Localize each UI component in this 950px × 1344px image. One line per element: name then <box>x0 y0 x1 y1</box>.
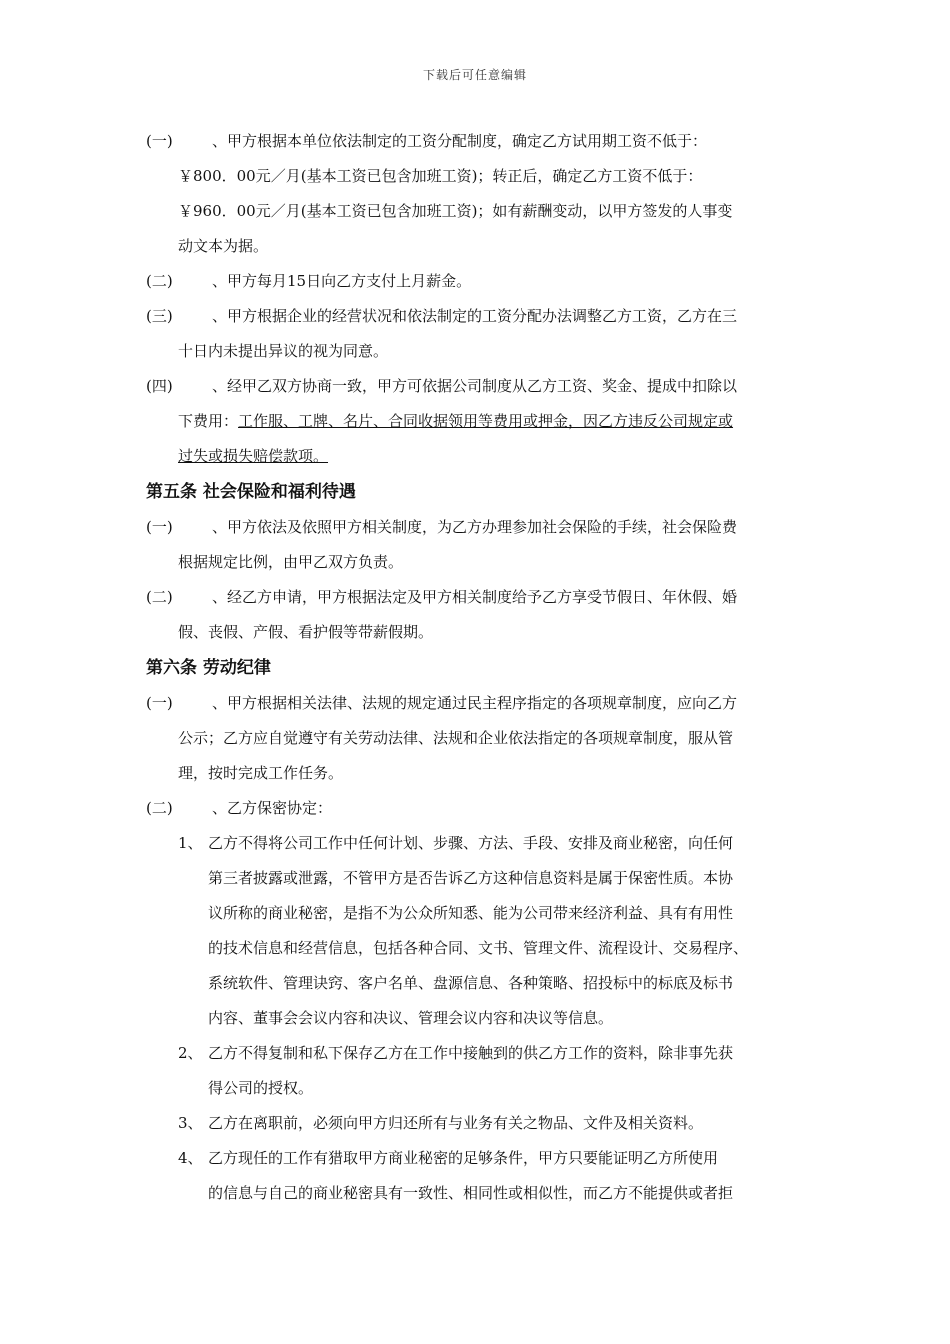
clause-item <box>146 510 822 545</box>
clause-text-line: ￥960．00元／月(基本工资已包含加班工资)；如有薪酬变动，以甲方签发的人事变 <box>178 202 733 220</box>
sub-clause-text-line: 的技术信息和经营信息，包括各种合同、文书、管理文件、流程设计、交易程序、 <box>208 939 749 957</box>
sub-clause-item <box>146 1141 822 1176</box>
clause-number: (一) <box>146 694 173 712</box>
clause-text: 、经甲乙双方协商一致，甲方可依据公司制度从乙方工资、奖金、提成中扣除以 <box>212 377 738 395</box>
clause-number: (四) <box>146 377 173 395</box>
clause-number: (三) <box>146 307 173 325</box>
clause-item <box>146 264 822 299</box>
clause-text: 、甲方根据企业的经营状况和依法制定的工资分配办法调整乙方工资，乙方在三 <box>212 307 738 325</box>
clause-number: (一) <box>146 518 173 536</box>
clause-number: (一) <box>146 132 173 150</box>
section-heading: 第六条 劳动纪律 <box>146 658 271 678</box>
sub-clause-text: 乙方不得复制和私下保存乙方在工作中接触到的供乙方工作的资料，除非事先获 <box>208 1044 734 1062</box>
clause-item <box>146 369 822 404</box>
sub-clause-number: 1、 <box>178 834 203 852</box>
clause-text-line: 理，按时完成工作任务。 <box>178 764 344 782</box>
clause-text-line: 动文本为据。 <box>178 237 269 255</box>
underlined-text: 过失或损失赔偿款项。 <box>178 447 329 465</box>
clause-item <box>146 686 822 721</box>
sub-clause-text: 乙方不得将公司工作中任何计划、步骤、方法、手段、安排及商业秘密，向任何 <box>208 834 734 852</box>
sub-clause-number: 4、 <box>178 1149 203 1167</box>
page-header: 下载后可任意编辑 <box>422 68 527 82</box>
clause-item <box>146 299 822 334</box>
clause-text-line: 根据规定比例，由甲乙双方负责。 <box>178 553 404 571</box>
clause-text: 、甲方每月15日向乙方支付上月薪金。 <box>212 272 472 290</box>
sub-clause-text-line: 的信息与自己的商业秘密具有一致性、相同性或相似性，而乙方不能提供或者拒 <box>208 1184 734 1202</box>
clause-text: 、经乙方申请，甲方根据法定及甲方相关制度给予乙方享受节假日、年休假、婚 <box>212 588 738 606</box>
sub-clause-item <box>146 1036 822 1071</box>
clause-text: 、乙方保密协定： <box>212 799 333 817</box>
clause-text: 、甲方根据相关法律、法规的规定通过民主程序指定的各项规章制度，应向乙方 <box>212 694 738 712</box>
sub-clause-text-line: 议所称的商业秘密，是指不为公众所知悉、能为公司带来经济利益、具有有用性 <box>208 904 734 922</box>
sub-clause-item <box>146 1106 822 1141</box>
clause-text-line <box>146 404 822 439</box>
clause-item <box>146 791 822 826</box>
clause-number: (二) <box>146 588 173 606</box>
clause-text-prefix: 下费用： <box>178 412 239 430</box>
sub-clause-text-line: 内容、董事会会议内容和决议、管理会议内容和决议等信息。 <box>208 1009 614 1027</box>
clause-text-line: ￥800．00元／月(基本工资已包含加班工资)；转正后，确定乙方工资不低于： <box>178 167 703 185</box>
sub-clause-text: 乙方在离职前，必须向甲方归还所有与业务有关之物品、文件及相关资料。 <box>208 1114 704 1132</box>
clause-number: (二) <box>146 272 173 290</box>
clause-text-line <box>146 439 822 474</box>
sub-clause-text-line: 得公司的授权。 <box>208 1079 314 1097</box>
sub-clause-text: 乙方现任的工作有猎取甲方商业秘密的足够条件，甲方只要能证明乙方所使用 <box>208 1149 719 1167</box>
clause-text-line: 公示；乙方应自觉遵守有关劳动法律、法规和企业依法指定的各项规章制度，服从管 <box>178 729 734 747</box>
underlined-text: 工作服、工牌、名片、合同收据领用等费用或押金，因乙方违反公司规定或 <box>238 412 734 430</box>
sub-clause-number: 2、 <box>178 1044 203 1062</box>
sub-clause-item <box>146 826 822 861</box>
section-heading: 第五条 社会保险和福利待遇 <box>146 482 356 502</box>
clause-item <box>146 124 822 159</box>
sub-clause-text-line: 系统软件、管理诀窍、客户名单、盘源信息、各种策略、招投标中的标底及标书 <box>208 974 734 992</box>
sub-clause-number: 3、 <box>178 1114 203 1132</box>
sub-clause-text-line: 第三者披露或泄露，不管甲方是否告诉乙方这种信息资料是属于保密性质。本协 <box>208 869 734 887</box>
clause-text-line: 假、丧假、产假、看护假等带薪假期。 <box>178 623 434 641</box>
clause-item <box>146 580 822 615</box>
clause-number: (二) <box>146 799 173 817</box>
clause-text: 、甲方根据本单位依法制定的工资分配制度，确定乙方试用期工资不低于： <box>212 132 708 150</box>
clause-text: 、甲方依法及依照甲方相关制度，为乙方办理参加社会保险的手续，社会保险费 <box>212 518 738 536</box>
document-body <box>146 124 822 1211</box>
clause-text-line: 十日内未提出异议的视为同意。 <box>178 342 389 360</box>
